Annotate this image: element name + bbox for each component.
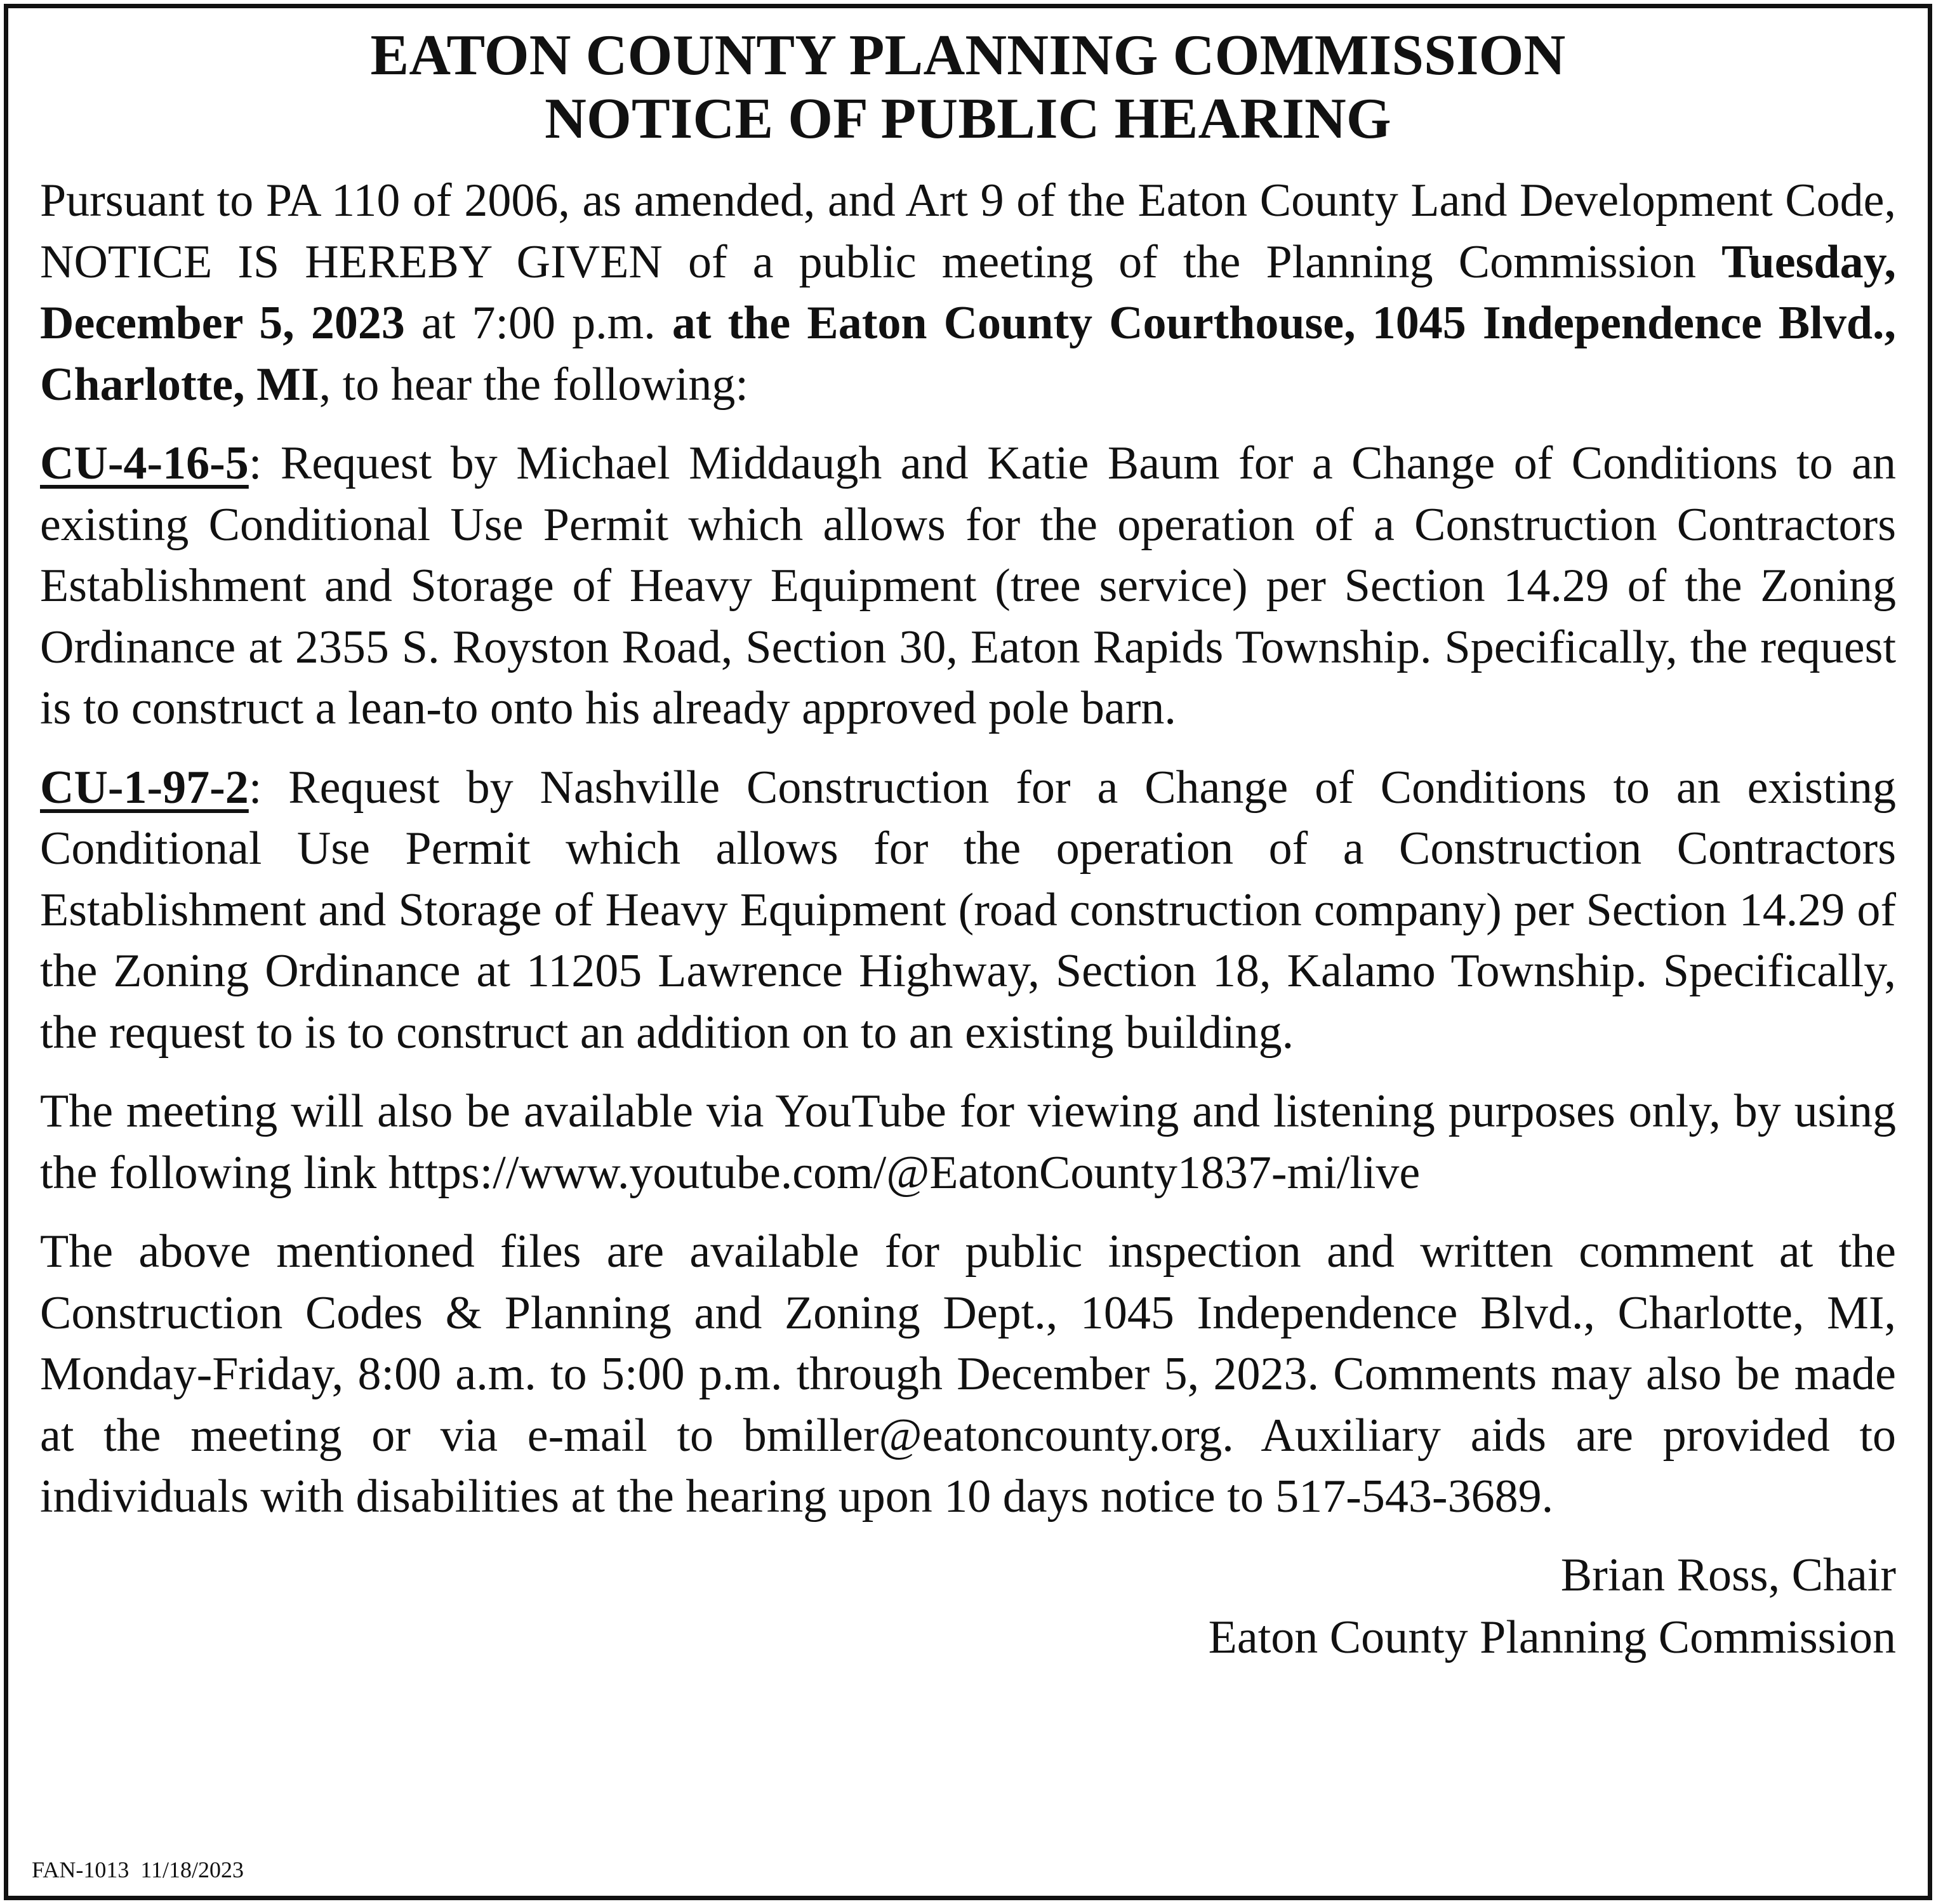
intro-text-b: at 7:00 p.m. — [404, 297, 672, 349]
intro-paragraph — [40, 170, 1896, 415]
case-paragraph-2 — [40, 757, 1896, 1064]
intro-text-a: Pursuant to PA 110 of 2006, as amended, and Art 9 of the Eaton County Land Development Code, NOTICE IS HEREBY GIVEN of a public meeting of the Planning Commission — [40, 175, 1896, 288]
case-id-1: CU-4-16-5 — [40, 437, 249, 489]
case-id-2: CU-1-97-2 — [40, 761, 249, 814]
meeting-date: Tuesday, December 5, 2023 — [40, 235, 1896, 349]
title-line-2: NOTICE OF PUBLIC HEARING — [545, 86, 1391, 150]
inspection-paragraph: The above mentioned files are available for public inspection and written comment at the Construction Codes & Planning and Zoning Dept., 1045 Independence Blvd., Charlotte, MI, Monday-Friday, 8:00 a.m. to 5:00 p.m. through December 5, 2023. Comments may also be made at the meeting or via e-mail to bmiller@eatoncounty.org. Auxiliary aids are provided to individuals with disabilities at the hearing upon 10 days notice to 517-543-3689. — [40, 1226, 1896, 1523]
youtube-paragraph: The meeting will also be available via YouTube for viewing and listening purposes only, by using the following link https://www.youtube.com/@EatonCounty1837-mi/live — [40, 1085, 1896, 1199]
signature-name: Brian Ross, Chair — [1560, 1549, 1896, 1601]
intro-text-c: , to hear the following: — [319, 358, 748, 411]
signature-block — [40, 1544, 1896, 1669]
title-line-1: EATON COUNTY PLANNING COMMISSION — [370, 23, 1566, 87]
case-text-2: : Request by Nashville Construction for a Change of Conditions to an existing Conditional Use Permit which allows for the operation of a Construction Contractors Establishment and Storage of Heavy Equipment (road construction company) per Section 14.29 of the Zoning Ordinance at 11205 Lawrence Highway, Section 18, Kalamo Township. Specifically, the request to is to construct an addition on to an existing building. — [40, 761, 1896, 1059]
notice-border — [4, 4, 1932, 1900]
case-paragraph-1 — [40, 433, 1896, 739]
footer-reference: FAN-1013 11/18/2023 — [32, 1857, 244, 1882]
case-text-1: : Request by Michael Middaugh and Katie Baum for a Change of Conditions to an existing Conditional Use Permit which allows for the operation of a Construction Contractors Establishment and Storage of Heavy Equipment (tree service) per Section 14.29 of the Zoning Ordinance at 2355 S. Royston Road, Section 30, Eaton Rapids Township. Specifically, the request is to construct a lean-to onto his already approved pole barn. — [40, 437, 1896, 734]
signature-org: Eaton County Planning Commission — [1208, 1611, 1896, 1663]
meeting-location: at the Eaton County Courthouse, 1045 Independence Blvd., Charlotte, MI — [40, 297, 1896, 411]
